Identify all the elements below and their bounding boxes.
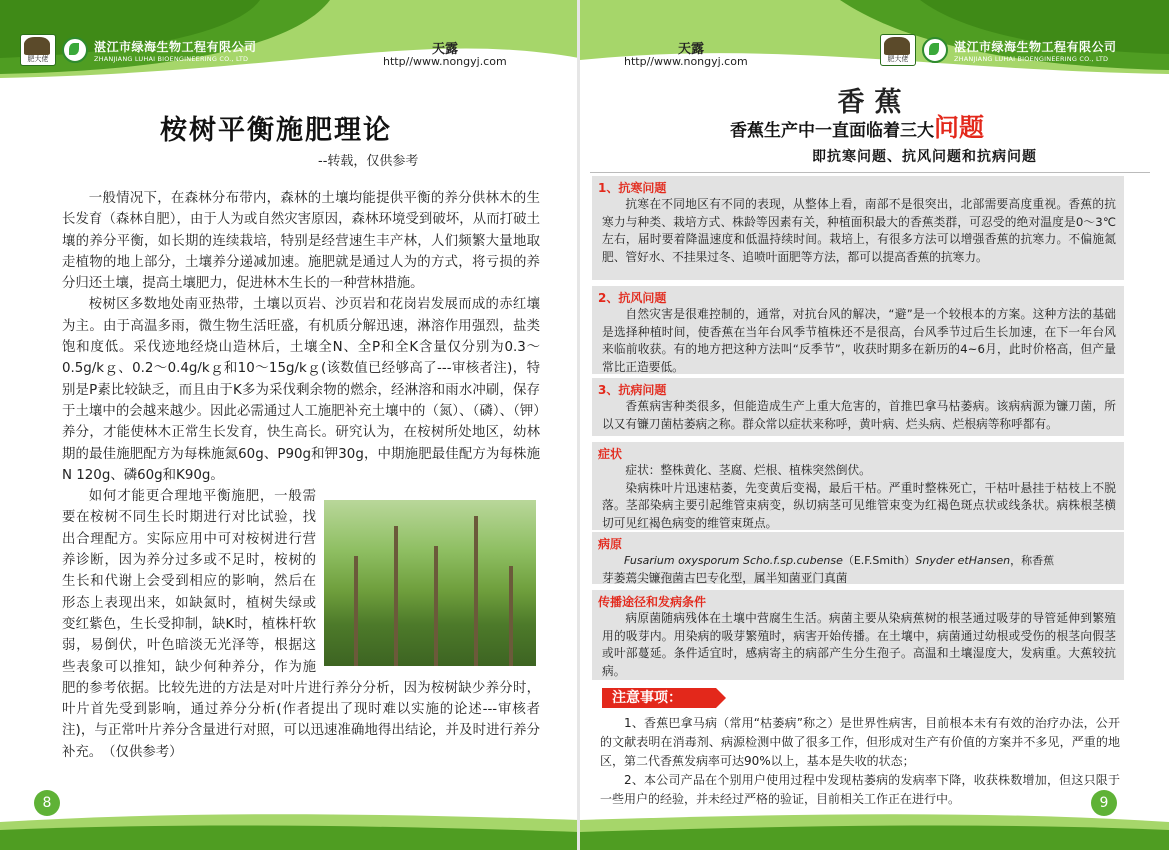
website-url: http//www.nongyj.com — [624, 55, 748, 68]
company-logo-row — [880, 34, 1117, 66]
fertilizer-logo-icon: 肥大佬 — [20, 34, 56, 66]
brand-name: 天露 — [432, 42, 459, 57]
paragraph: 桉树区多数地处南亚热带，土壤以页岩、沙页岩和花岗岩发展而成的赤红壤为主。由于高温多雨，微生物生活旺盛，有机质分解迅速，淋溶作用强烈，盐类饱和度低。采伐迹地经烧山造林后，土壤全N、全P和全K含量仅分别为0.3～0.5g/kｇ、0.2～0.4g/kｇ和10～15g/kｇ(该数值已经够高了---审核者注)，特别是P素比较缺乏，而且由于K多为采伐剩余物的燃余，经淋溶和雨水冲刷，保存于土壤中的会越来越少。因此必需通过人工施肥补充土壤中的（氮）、（磷）、（钾）养分，才能使林木正常生长发育，快生高长。研究认为，在桉树所处地区，幼林期的最佳施肥配方为每株施氮60g、P90g和钾30g，中期施肥最佳配方为每株施N 120g、磷60g和K90g。 — [62, 297, 540, 483]
paragraph: 如何才能更合理地平衡施肥，一般需要在桉树不同生长时期进行对比试验，找出合理配方。实际应用中可对桉树进行营养诊断，因为养分过多或不足时，桉树的生长和代谢上会受到相应的影响，然后在形态上表现出来，如缺氮时，植树失绿或变红紫色，生长受抑制，缺K时，植株杆软弱，易倒伏，叶色暗淡无光泽等，根据这些表象可以推知，缺少何种养分，作为施肥的参考依据。比较先进的方法是对叶片进行养分分析，因为桉树缺少养分时，叶片首先受到影响，通过养分分析(作者提出了现时难以实施的论述---审核者注)，与正常叶片养分含量进行对照，可以迅速准确地得出结论，并及时进行养分补充。 （仅供参考） — [62, 489, 540, 760]
footer-wave — [580, 800, 1169, 850]
website-url: http//www.nongyj.com — [383, 55, 507, 68]
divider — [592, 374, 1124, 376]
section-wind-resistance — [592, 286, 1124, 374]
article-subtitle: --转载，仅供参考 — [318, 154, 419, 169]
pathogen-name: Fusarium oxysporum Scho.f.sp.cubense（E.F.Smith）Snyder etHansen，称香蕉 — [624, 554, 1055, 567]
divider — [592, 280, 1124, 282]
notice-label: 注意事项： — [602, 688, 716, 708]
company-logo-row — [20, 34, 257, 66]
footer-wave — [0, 800, 579, 850]
page-number: 9 — [1091, 790, 1117, 816]
section-body: 染病株叶片迅速枯萎，先变黄后变褐，最后干枯。严重时整株死亡，干枯叶悬挂于枯枝上不脱落。茎部染病主要引起维管束病变，纵切病茎可见维管束变为红褐色斑点状或线条状。病株根茎横切可见红褐色病变的维管束斑点。 — [602, 480, 1116, 530]
section-symptoms — [592, 442, 1124, 530]
banana-title: 香蕉 — [837, 87, 912, 118]
company-name: 湛江市绿海生物工程有限公司 ZHANJIANG LUHAI BIOENGINEERING CO., LTD — [954, 39, 1117, 63]
subtitle-highlight: 问题 — [934, 113, 985, 142]
fertilizer-logo-icon: 肥大佬 — [880, 34, 916, 66]
company-name: 湛江市绿海生物工程有限公司 ZHANJIANG LUHAI BIOENGINEERING CO., LTD — [94, 39, 257, 63]
section-transmission — [592, 590, 1124, 680]
divider — [592, 586, 1124, 588]
article-title: 桉树平衡施肥理论 — [160, 115, 392, 146]
company-leaf-icon — [62, 37, 88, 63]
eucalyptus-photo — [324, 500, 536, 666]
section-body: 抗寒在不同地区有不同的表现，从整体上看，南部不是很突出，北部需要高度重视。香蕉的抗寒力与种类、栽培方式、株龄等因素有关，种植面积最大的香蕉类群，可忍受的绝对温度是0～3℃左右，届时要着降温速度和低温持续时间。栽培上，有很多方法可以增强香蕉的抗寒力。不偏施氮肥、管好水、不挂果过冬、追喷叶面肥等方法，都可以提高香蕉的抗寒力。 — [602, 197, 1116, 264]
notice-item: 2、本公司产品在个别用户使用过程中发现枯萎病的发病率下降，收获株数增加，但这只限于一些用户的经验，并未经过严格的验证，目前相关工作正在进行中。 — [600, 773, 1120, 806]
section-heading: 症状 — [598, 447, 623, 461]
banana-subtitle: 香蕉生产中一直面临着三大问题 — [730, 113, 985, 142]
section-cold-resistance — [592, 176, 1124, 280]
section-heading: 1、抗寒问题 — [598, 181, 667, 195]
brand-name: 天露 — [678, 42, 705, 57]
notice-body — [600, 714, 1120, 809]
left-page — [0, 0, 579, 850]
banana-subtitle-2: 即抗寒问题、抗风问题和抗病问题 — [812, 149, 1037, 165]
section-disease-resistance — [592, 378, 1124, 436]
section-heading: 2、抗风问题 — [598, 291, 667, 305]
section-heading: 病原 — [598, 537, 623, 551]
section-body: 症状：整株黄化、茎腐、烂根、植株突然倒伏。 — [625, 463, 871, 477]
section-pathogen — [592, 532, 1124, 584]
section-body: 香蕉病害种类很多，但能造成生产上重大危害的，首推巴拿马枯萎病。该病病源为镰刀菌，所以又有镰刀菌枯萎病之称。群众常以症状来称呼，黄叶病、烂头病、烂根病等称呼都有。 — [602, 399, 1116, 431]
section-heading: 3、抗病问题 — [598, 383, 667, 397]
section-body: 自然灾害是很难控制的，通常，对抗台风的解决，“避”是一个较根本的方案。这种方法的基础是选择种植时间，使香蕉在当年台风季节植株还不是很高，台风季节过后生长加速，在下一年台风来临前收获。有的地方把这种方法叫“反季节”，收获时期多在新历的4~6月，此时价格高，但产量常比正造要低。 — [602, 307, 1116, 374]
notice-item: 1、香蕉巴拿马病（常用“枯萎病”称之）是世界性病害，目前根本未有有效的治疗办法，公开的文献表明在消毒剂、病源检测中做了很多工作，但形成对生产有价值的方案并不多见，严重的地区，第二代香蕉发病率可达90%以上，基本是失收的状态； — [600, 716, 1120, 768]
section-heading: 传播途径和发病条件 — [598, 595, 707, 609]
company-leaf-icon — [922, 37, 948, 63]
right-page — [580, 0, 1169, 850]
section-body: 芽萎蔫尖镰孢菌古巴专化型，属半知菌亚门真菌 — [602, 570, 848, 585]
divider — [590, 172, 1150, 173]
page-number: 8 — [34, 790, 60, 816]
divider — [592, 438, 1124, 440]
article-body — [62, 188, 540, 763]
section-body: 病原菌随病残体在土壤中营腐生生活。病菌主要从染病蕉树的根茎通过吸芽的导管延伸到繁殖用的吸芽内。用染病的吸芽繁殖时，病害开始传播。在土壤中，病菌通过幼根或受伤的根茎向假茎或叶部蔓延。条件适宜时，感病寄主的病部产生分生孢子。高温和土壤湿度大，发病重。大蕉较抗病。 — [602, 611, 1116, 678]
paragraph: 一般情况下，在森林分布带内，森林的土壤均能提供平衡的养分供林木的生长发育（森林自肥），由于人为或自然灾害原因，森林环境受到破坏，从而打破土壤的养分平衡，如长期的连续栽培，特别是经营速生丰产林，人们频繁大量地取走植物的地上部分，土壤养分递减加速。施肥就是通过人为的方式，将亏损的养分归还土壤，提高土壤肥力，促进林木生长的一种营林措施。 — [62, 191, 540, 292]
